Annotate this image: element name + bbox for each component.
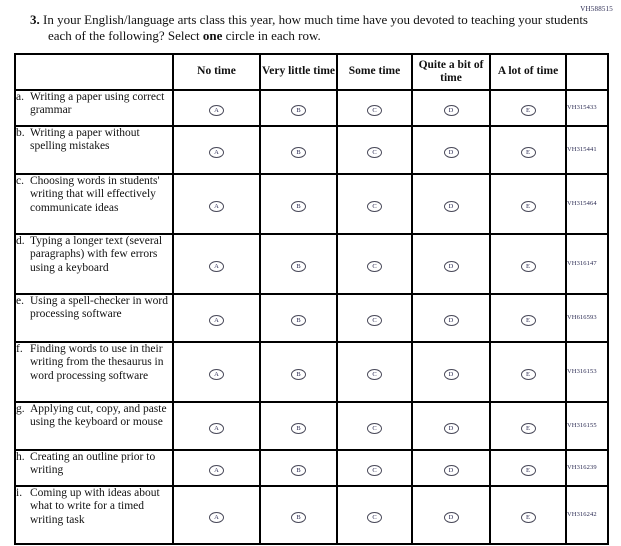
answer-bubble-c[interactable]: C xyxy=(367,369,382,380)
answer-bubble-c[interactable]: C xyxy=(367,315,382,326)
option-cell-d xyxy=(412,90,490,126)
row-label-cell xyxy=(15,450,173,486)
answer-bubble-b[interactable]: B xyxy=(291,423,306,434)
table-row xyxy=(15,294,608,342)
row-label-wrap xyxy=(16,487,172,528)
option-cell-a xyxy=(173,90,260,126)
row-label-wrap xyxy=(16,175,172,216)
option-cell-d xyxy=(412,402,490,450)
option-cell-e xyxy=(490,450,566,486)
answer-bubble-e[interactable]: E xyxy=(521,201,536,212)
answer-bubble-c[interactable]: C xyxy=(367,512,382,523)
answer-bubble-b[interactable]: B xyxy=(291,315,306,326)
option-cell-c xyxy=(337,174,412,234)
row-label-wrap xyxy=(16,91,172,118)
header-cell-option-1: No time xyxy=(173,54,260,90)
row-label-cell xyxy=(15,294,173,342)
row-label-cell xyxy=(15,486,173,544)
row-label-cell xyxy=(15,90,173,126)
answer-bubble-b[interactable]: B xyxy=(291,465,306,476)
row-letter: b. xyxy=(16,126,25,139)
row-label-cell xyxy=(15,342,173,402)
option-cell-b xyxy=(260,174,337,234)
option-cell-d xyxy=(412,450,490,486)
answer-bubble-e[interactable]: E xyxy=(521,105,536,116)
option-cell-b xyxy=(260,450,337,486)
row-label-text: Choosing words in students' writing that will effectively communicate ideas xyxy=(30,174,160,214)
answer-bubble-c[interactable]: C xyxy=(367,465,382,476)
answer-bubble-b[interactable]: B xyxy=(291,512,306,523)
option-cell-d xyxy=(412,234,490,294)
answer-bubble-a[interactable]: A xyxy=(209,423,224,434)
header-row xyxy=(15,54,608,90)
option-cell-b xyxy=(260,294,337,342)
option-cell-e xyxy=(490,126,566,174)
survey-table-body xyxy=(15,90,608,544)
option-cell-d xyxy=(412,342,490,402)
item-code: VH315433 xyxy=(566,90,608,126)
option-cell-b xyxy=(260,486,337,544)
survey-table xyxy=(14,53,609,545)
option-cell-d xyxy=(412,174,490,234)
row-label-text: Coming up with ideas about what to write for a timed writing task xyxy=(30,486,160,526)
table-row xyxy=(15,126,608,174)
answer-bubble-c[interactable]: C xyxy=(367,105,382,116)
row-label-cell xyxy=(15,234,173,294)
table-row xyxy=(15,342,608,402)
row-label-cell xyxy=(15,402,173,450)
option-cell-b xyxy=(260,342,337,402)
row-label-text: Finding words to use in their writing from the thesaurus in word processing software xyxy=(30,342,164,382)
option-cell-b xyxy=(260,126,337,174)
answer-bubble-d[interactable]: D xyxy=(444,105,459,116)
answer-bubble-a[interactable]: A xyxy=(209,147,224,158)
option-cell-e xyxy=(490,234,566,294)
answer-bubble-a[interactable]: A xyxy=(209,261,224,272)
question-bold-word: one xyxy=(202,28,223,44)
answer-bubble-d[interactable]: D xyxy=(444,369,459,380)
row-letter: f. xyxy=(16,342,23,355)
option-cell-e xyxy=(490,402,566,450)
option-cell-a xyxy=(173,402,260,450)
row-label-wrap xyxy=(16,127,172,154)
row-label-text: Applying cut, copy, and paste using the keyboard or mouse xyxy=(30,402,167,429)
row-label-cell xyxy=(15,174,173,234)
option-cell-c xyxy=(337,402,412,450)
header-cell-option-4: Quite a bit of time xyxy=(412,54,490,90)
item-code: VH316153 xyxy=(566,342,608,402)
option-cell-b xyxy=(260,234,337,294)
option-cell-d xyxy=(412,486,490,544)
option-cell-c xyxy=(337,90,412,126)
row-letter: a. xyxy=(16,90,24,103)
option-cell-e xyxy=(490,486,566,544)
header-cell-empty xyxy=(15,54,173,90)
answer-bubble-e[interactable]: E xyxy=(521,369,536,380)
option-cell-a xyxy=(173,294,260,342)
header-cell-code xyxy=(566,54,608,90)
answer-bubble-c[interactable]: C xyxy=(367,423,382,434)
answer-bubble-b[interactable]: B xyxy=(291,147,306,158)
table-row xyxy=(15,90,608,126)
answer-bubble-a[interactable]: A xyxy=(209,512,224,523)
row-label-cell xyxy=(15,126,173,174)
form-code: VH588515 xyxy=(580,5,613,13)
item-code: VH316155 xyxy=(566,402,608,450)
item-code: VH316242 xyxy=(566,486,608,544)
option-cell-e xyxy=(490,342,566,402)
item-code: VH316147 xyxy=(566,234,608,294)
item-code: VH316239 xyxy=(566,450,608,486)
row-label-wrap xyxy=(16,235,172,276)
answer-bubble-b[interactable]: B xyxy=(291,369,306,380)
header-cell-option-2: Very little time xyxy=(260,54,337,90)
option-cell-b xyxy=(260,90,337,126)
header-cell-option-5: A lot of time xyxy=(490,54,566,90)
row-letter: d. xyxy=(16,234,25,247)
question-body-start: In your English/language arts class this year, how much time have you devoted to teaching your students each of the following? Select xyxy=(43,12,588,44)
option-cell-a xyxy=(173,234,260,294)
item-code: VH616593 xyxy=(566,294,608,342)
table-row xyxy=(15,174,608,234)
row-label-text: Typing a longer text (several paragraphs) with few errors using a keyboard xyxy=(30,234,163,274)
row-label-text: Writing a paper without spelling mistakes xyxy=(30,126,140,153)
answer-bubble-d[interactable]: D xyxy=(444,315,459,326)
answer-bubble-a[interactable]: A xyxy=(209,105,224,116)
answer-bubble-d[interactable]: D xyxy=(444,512,459,523)
row-letter: g. xyxy=(16,402,25,415)
row-letter: e. xyxy=(16,294,24,307)
item-code: VH315464 xyxy=(566,174,608,234)
option-cell-e xyxy=(490,174,566,234)
answer-bubble-e[interactable]: E xyxy=(521,423,536,434)
answer-bubble-d[interactable]: D xyxy=(444,261,459,272)
answer-bubble-d[interactable]: D xyxy=(444,423,459,434)
option-cell-a xyxy=(173,342,260,402)
option-cell-d xyxy=(412,126,490,174)
answer-bubble-b[interactable]: B xyxy=(291,261,306,272)
row-label-text: Creating an outline prior to writing xyxy=(30,450,156,477)
answer-bubble-c[interactable]: C xyxy=(367,201,382,212)
answer-bubble-a[interactable]: A xyxy=(209,465,224,476)
answer-bubble-b[interactable]: B xyxy=(291,105,306,116)
option-cell-a xyxy=(173,486,260,544)
answer-bubble-e[interactable]: E xyxy=(521,147,536,158)
item-code: VH315441 xyxy=(566,126,608,174)
option-cell-c xyxy=(337,486,412,544)
row-label-wrap xyxy=(16,343,172,384)
survey-table-header xyxy=(15,54,608,90)
row-label-wrap xyxy=(16,295,172,322)
answer-bubble-d[interactable]: D xyxy=(444,201,459,212)
table-row xyxy=(15,450,608,486)
option-cell-e xyxy=(490,90,566,126)
option-cell-c xyxy=(337,126,412,174)
option-cell-b xyxy=(260,402,337,450)
question-text xyxy=(30,12,593,45)
answer-bubble-c[interactable]: C xyxy=(367,147,382,158)
table-row xyxy=(15,486,608,544)
answer-bubble-c[interactable]: C xyxy=(367,261,382,272)
option-cell-a xyxy=(173,174,260,234)
table-row xyxy=(15,402,608,450)
option-cell-a xyxy=(173,126,260,174)
answer-bubble-a[interactable]: A xyxy=(209,201,224,212)
row-label-text: Writing a paper using correct grammar xyxy=(30,90,165,117)
answer-bubble-e[interactable]: E xyxy=(521,512,536,523)
answer-bubble-a[interactable]: A xyxy=(209,369,224,380)
row-letter: i. xyxy=(16,486,23,499)
answer-bubble-e[interactable]: E xyxy=(521,465,536,476)
option-cell-d xyxy=(412,294,490,342)
row-label-wrap xyxy=(16,403,172,430)
option-cell-e xyxy=(490,294,566,342)
option-cell-c xyxy=(337,450,412,486)
option-cell-c xyxy=(337,342,412,402)
header-cell-option-3: Some time xyxy=(337,54,412,90)
row-letter: c. xyxy=(16,174,24,187)
option-cell-c xyxy=(337,234,412,294)
answer-bubble-e[interactable]: E xyxy=(521,261,536,272)
row-letter: h. xyxy=(16,450,25,463)
answer-bubble-a[interactable]: A xyxy=(209,315,224,326)
row-label-text: Using a spell-checker in word processing software xyxy=(30,294,168,321)
option-cell-a xyxy=(173,450,260,486)
answer-bubble-e[interactable]: E xyxy=(521,315,536,326)
answer-bubble-d[interactable]: D xyxy=(444,147,459,158)
option-cell-c xyxy=(337,294,412,342)
row-label-wrap xyxy=(16,451,172,478)
question-number: 3. xyxy=(30,12,40,27)
answer-bubble-d[interactable]: D xyxy=(444,465,459,476)
question-body-end: circle in each row. xyxy=(222,28,321,44)
table-row xyxy=(15,234,608,294)
answer-bubble-b[interactable]: B xyxy=(291,201,306,212)
